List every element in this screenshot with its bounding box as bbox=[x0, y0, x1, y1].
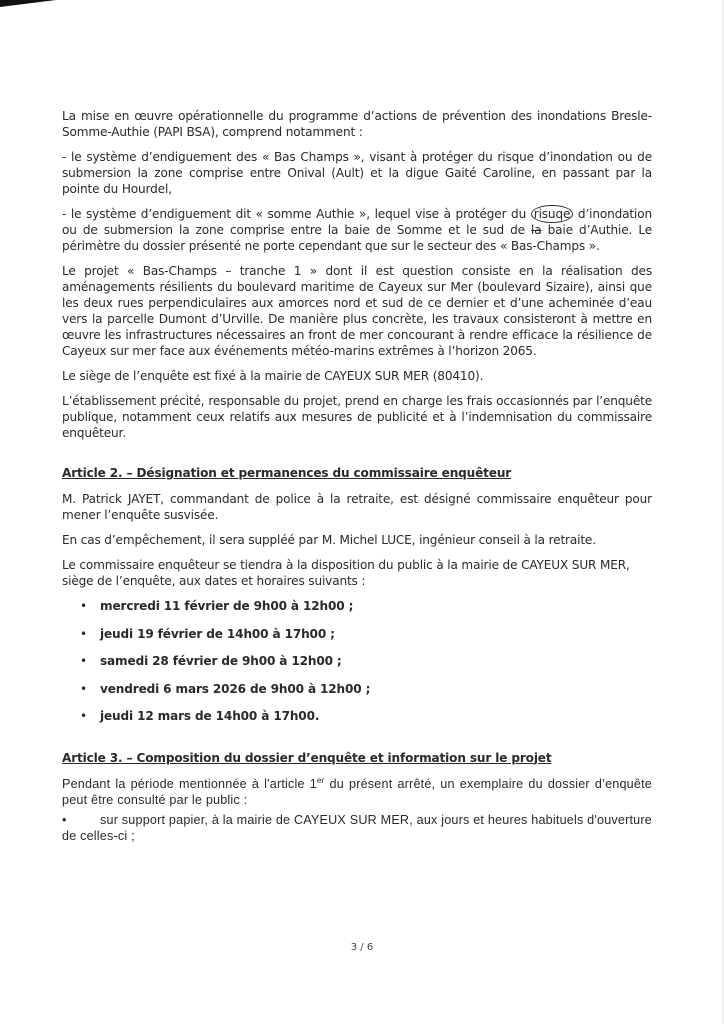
schedule-item-text: jeudi 19 février de 14h00 à 17h00 ; bbox=[100, 626, 335, 641]
consultation-intro-text-start: Pendant la période mentionnée à l'article 1 bbox=[62, 776, 317, 791]
intro-paragraph: La mise en œuvre opérationnelle du programme d’actions de prévention des inondations Bresle-Somme-Authie (PAPI BSA), comprend notamment : bbox=[62, 109, 652, 139]
document-page bbox=[62, 108, 652, 853]
ordinal-superscript: er bbox=[317, 775, 325, 785]
intro-item-text-end: baie d’Authie. Le périmètre du dossier présenté ne porte cependant que sur le secteur des « Bas-Champs ». bbox=[62, 223, 652, 253]
consultation-item-text: sur support papier, à la mairie de CAYEUX SUR MER, aux jours et heures habituels d'ouverture de celles-ci ; bbox=[62, 812, 652, 843]
schedule-item-text: jeudi 12 mars de 14h00 à 17h00. bbox=[100, 709, 320, 723]
intro-item-text-start: - le système d’endiguement dit « somme Authie », lequel vise à protéger du bbox=[62, 207, 531, 221]
consultation-intro-paragraph bbox=[62, 776, 652, 808]
bullet-icon: • bbox=[80, 709, 87, 723]
designation-paragraph: M. Patrick JAYET, commandant de police à la retraite, est désigné commissaire enquêteur pour mener l’enquête susvisée. bbox=[62, 492, 652, 522]
schedule-item-text: mercredi 11 février de 9h00 à 12h00 ; bbox=[100, 599, 354, 613]
page-number: 3 / 6 bbox=[350, 942, 374, 953]
schedule-item bbox=[62, 708, 652, 736]
enquiry-seat-paragraph: Le siège de l’enquête est fixé à la mairie de CAYEUX SUR MER (80410). bbox=[62, 369, 484, 383]
handwritten-strikethrough: la bbox=[531, 223, 542, 237]
scan-edge-shadow bbox=[0, 0, 56, 7]
schedule-item bbox=[62, 626, 652, 654]
intro-item-text-middle: d’inondation ou de submersion la zone comprise entre la baie de Somme et le sud de bbox=[62, 207, 652, 237]
schedule-item-text: vendredi 6 mars 2026 de 9h00 à 12h00 ; bbox=[100, 681, 371, 696]
intro-item-bas-champs: - le système d’endiguement des « Bas Champs », visant à protéger du risque d’inondation ou de submersion la zone comprise entre Onival (Ault) et la digue Gaité Caroline, en passant par la pointe du Hourdel, bbox=[62, 150, 652, 196]
intro-item-somme-authie bbox=[62, 206, 652, 254]
article-2-heading: Article 2. – Désignation et permanences du commissaire enquêteur bbox=[62, 466, 512, 480]
bullet-icon: • bbox=[80, 599, 87, 613]
schedule-item bbox=[62, 681, 652, 709]
consultation-item-paper bbox=[62, 812, 652, 844]
permanence-schedule-list bbox=[62, 598, 652, 736]
handwritten-circle-annotation: risuqe bbox=[531, 205, 574, 223]
schedule-item-text: samedi 28 février de 9h00 à 12h00 ; bbox=[100, 654, 342, 668]
bullet-icon: • bbox=[80, 654, 87, 668]
bullet-icon: • bbox=[80, 626, 87, 641]
availability-paragraph: Le commissaire enquêteur se tiendra à la disposition du public à la mairie de CAYEUX SUR MER, siège de l’enquête, aux dates et horaires suivants : bbox=[62, 558, 630, 588]
schedule-item bbox=[62, 653, 652, 681]
schedule-item bbox=[62, 598, 652, 626]
substitute-paragraph: En cas d’empêchement, il sera suppléé par M. Michel LUCE, ingénieur conseil à la retraite. bbox=[62, 533, 596, 547]
project-description-paragraph: Le projet « Bas-Champs – tranche 1 » dont il est question consiste en la réalisation des aménagements résilients du boulevard maritime de Cayeux sur Mer (boulevard Sizaire), ainsi que les deux rues perpendiculaires aux amorces nord et sud de ce dernier et d’une acheminée d’eau vers la parcelle Dumont d’Urville. De manière plus concrète, les travaux consisteront à mettre en œuvre les infrastructures nécessaires an front de mer concourant à rendre efficace la résilience de Cayeux sur mer face aux événements météo-marins extrêmes à l’horizon 2065. bbox=[62, 264, 652, 358]
bullet-icon: • bbox=[62, 812, 67, 827]
article-3-heading: Article 3. – Composition du dossier d’enquête et information sur le projet bbox=[62, 750, 552, 765]
costs-paragraph: L’établissement précité, responsable du projet, prend en charge les frais occasionnés par l’enquête publique, notamment ceux relatifs aux mesures de publicité et à l’indemnisation du commissaire enquêteur. bbox=[62, 394, 652, 440]
bullet-icon: • bbox=[80, 681, 87, 696]
consultation-intro-text-end: du présent arrêté, un exemplaire du dossier d’enquête peut être consulté par le public : bbox=[62, 776, 652, 807]
